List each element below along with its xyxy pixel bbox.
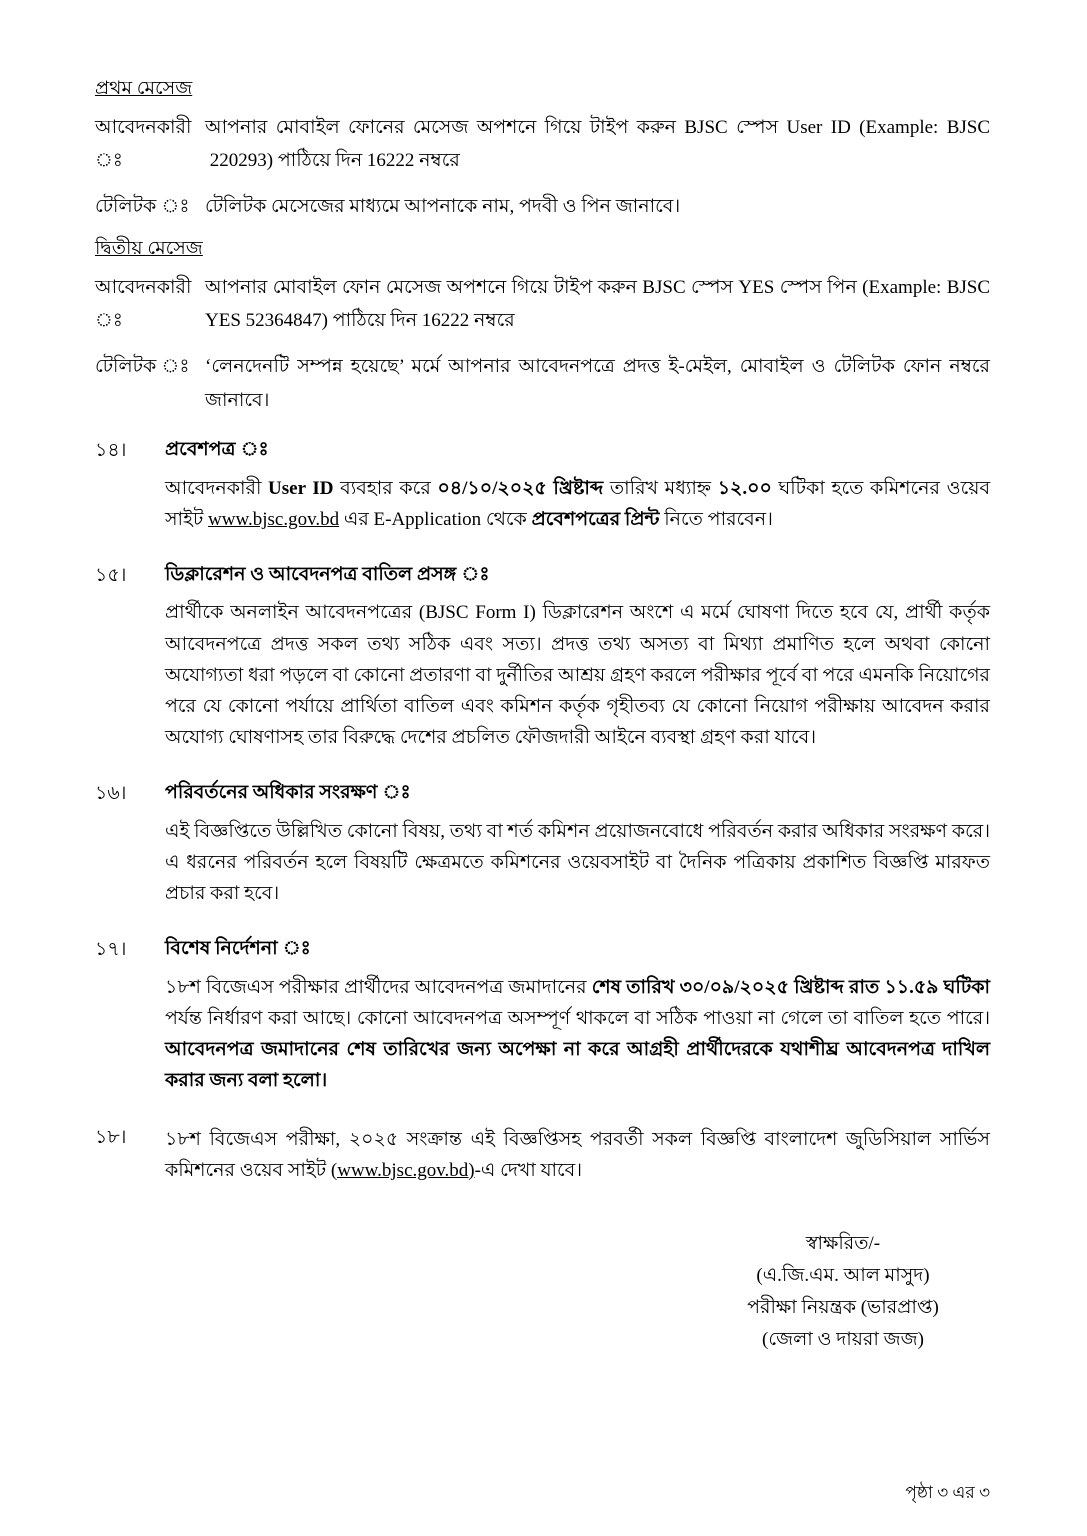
section-body: [165, 780, 990, 909]
section-number: ১৪।: [95, 439, 127, 461]
signatory-court-title: (জেলা ও দায়রা জজ): [762, 1328, 924, 1350]
section-body: [165, 936, 990, 1096]
page-number: পৃষ্ঠা ৩ এর ৩: [905, 1483, 990, 1502]
section-title: পরিবর্তনের অধিকার সংরক্ষণ ঃ: [165, 782, 411, 804]
message-row: [95, 271, 990, 338]
section-number: ১৮।: [95, 1126, 127, 1148]
section-text: ১৮শ বিজেএস পরীক্ষার প্রার্থীদের আবেদনপত্র জমাদানের শেষ তারিখ ৩০/০৯/২০২৫ খ্রিষ্টাব্দ রাত ১১.৫৯ ঘটিকা পর্যন্ত নির্ধারণ করা আছে। কোনো আবেদনপত্র অসম্পূর্ণ থাকলে বা সঠিক পাওয়া না গেলে তা বাতিল হতে পারে। আবেদনপত্র জমাদানের শেষ তারিখের জন্য অপেক্ষা না করে আগ্রহী প্রার্থীদেরকে যথাশীঘ্র আবেদনপত্র দাখিল করার জন্য বলা হলো।: [165, 976, 990, 1092]
section-title: ডিক্লারেশন ও আবেদনপত্র বাতিল প্রসঙ্গ ঃ: [165, 563, 490, 585]
clause-16-right-to-change: [95, 780, 990, 909]
section-text: আবেদনকারী User ID ব্যবহার করে ০৪/১০/২০২৫ খ্রিষ্টাব্দ তারিখ মধ্যাহ্ন ১২.০০ ঘটিকা হতে কমিশনের ওয়েব সাইট www.bjsc.gov.bd এর E-Application থেকে প্রবেশপত্রের প্রিন্ট নিতে পারবেন।: [165, 477, 991, 530]
document-content: [95, 76, 990, 1355]
signatory-designation: পরীক্ষা নিয়ন্ত্রক (ভারপ্রাপ্ত): [747, 1296, 939, 1318]
clause-15-declaration: [95, 562, 990, 753]
message-row: [95, 350, 990, 417]
applicant-label: আবেদনকারী ঃ: [95, 276, 192, 332]
section-number: ১৬।: [95, 783, 127, 805]
applicant-label: আবেদনকারী ঃ: [95, 116, 192, 171]
clause-18-website-notice: [95, 1124, 990, 1186]
applicant-instruction-text: আপনার মোবাইল ফোন মেসেজ অপশনে গিয়ে টাইপ করুন BJSC স্পেস YES স্পেস পিন (Example: BJSC YES 52364847) পাঠিয়ে দিন 16222 নম্বরে: [205, 276, 990, 332]
section-body: [165, 1124, 990, 1186]
teletalk-reply-text: ‘লেনদেনটি সম্পন্ন হয়েছে’ মর্মে আপনার আবেদনপত্রে প্রদত্ত ই-মেইল, মোবাইল ও টেলিটক ফোন নম্বরে জানাবে।: [205, 356, 990, 411]
message-row: [95, 190, 990, 223]
section-text: প্রার্থীকে অনলাইন আবেদনপত্রের (BJSC Form I) ডিক্লারেশন অংশে এ মর্মে ঘোষণা দিতে হবে যে, প্রার্থী কর্তৃক আবেদনপত্রে প্রদত্ত সকল তথ্য সঠিক এবং সত্য। প্রদত্ত তথ্য অসত্য বা মিথ্যা প্রমাণিত হলে অথবা কোনো অযোগ্যতা ধরা পড়লে বা কোনো প্রতারণা বা দুর্নীতির আশ্রয় গ্রহণ করলে পরীক্ষার পূর্বে বা পরে এমনকি নিয়োগের পরে যে কোনো পর্যায়ে প্রার্থিতা বাতিল এবং কমিশন কর্তৃক গৃহীতব্য যে কোনো নিয়োগ পরীক্ষায় আবেদন করার অযোগ্য ঘোষণাসহ তার বিরুদ্ধে দেশের প্রচলিত ফৌজদারী আইনে ব্যবস্থা গ্রহণ করা যাবে।: [165, 602, 990, 749]
section-body: [165, 562, 990, 753]
message-row: [95, 111, 990, 178]
teletalk-label: টেলিটক ঃ: [95, 356, 190, 378]
section-body: [165, 437, 990, 535]
section-text: এই বিজ্ঞপ্তিতে উল্লিখিত কোনো বিষয়, তথ্য বা শর্ত কমিশন প্রয়োজনবোধে পরিবর্তন করার অধিকার সংরক্ষণ করে। এ ধরনের পরিবর্তন হলে বিষয়টি ক্ষেত্রমতে কমিশনের ওয়েবসাইট বা দৈনিক পত্রিকায় প্রকাশিত বিজ্ঞপ্তি মারফত প্রচার করা হবে।: [165, 820, 990, 905]
signatory-name: (এ.জি.এম. আল মাসুদ): [756, 1264, 930, 1286]
signature-block: [698, 1228, 988, 1356]
applicant-instruction-text: আপনার মোবাইল ফোনের মেসেজ অপশনে গিয়ে টাইপ করুন BJSC স্পেস User ID (Example: BJSC 220293) পাঠিয়ে দিন 16222 নম্বরে: [205, 116, 990, 171]
section-text: ১৮শ বিজেএস পরীক্ষা, ২০২৫ সংক্রান্ত এই বিজ্ঞপ্তিসহ পরবর্তী সকল বিজ্ঞপ্তি বাংলাদেশ জুডিসিয়াল সার্ভিস কমিশনের ওয়েব সাইট (www.bjsc.gov.bd)-এ দেখা যাবে।: [165, 1128, 990, 1181]
second-message-heading: দ্বিতীয় মেসেজ: [95, 238, 203, 260]
teletalk-reply-text: টেলিটক মেসেজের মাধ্যমে আপনাকে নাম, পদবী ও পিন জানাবে।: [205, 196, 681, 218]
section-number: ১৫।: [95, 564, 127, 586]
teletalk-label: টেলিটক ঃ: [95, 196, 190, 218]
section-number: ১৭।: [95, 939, 127, 961]
clause-17-special-instructions: [95, 936, 990, 1096]
section-title: প্রবেশপত্র ঃ: [165, 438, 269, 460]
clause-14-admit-card: [95, 437, 990, 535]
first-message-heading: প্রথম মেসেজ: [95, 78, 193, 99]
clauses-list: [95, 437, 990, 1186]
signed-label: স্বাক্ষরিত/-: [805, 1232, 881, 1254]
section-title: বিশেষ নির্দেশনা ঃ: [165, 938, 311, 960]
